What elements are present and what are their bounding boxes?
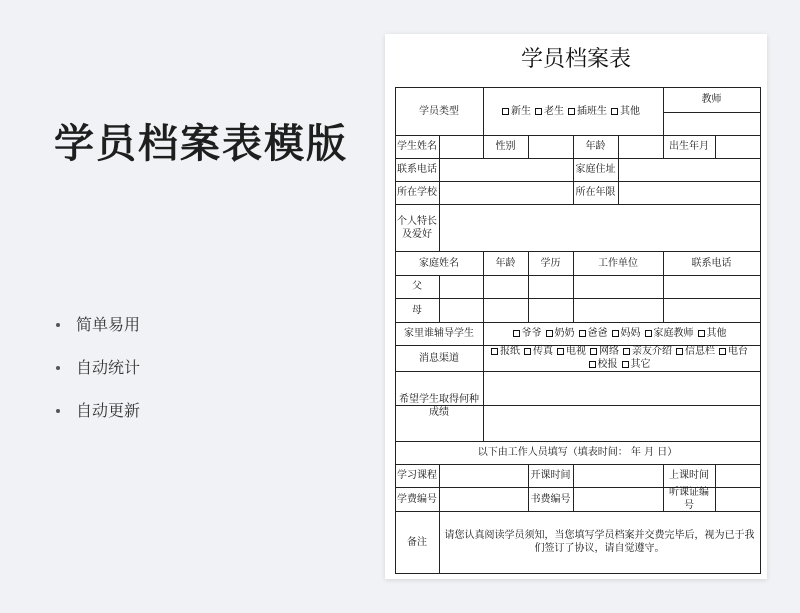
checkbox-icon[interactable] [698,330,705,337]
checkbox-option[interactable] [579,327,608,340]
table-rule [573,464,574,511]
feature-label: 简单易用 [76,315,141,334]
form-sheet [385,34,767,579]
student-type-label: 学员类型 [419,105,459,117]
checkbox-label: 其他 [706,328,727,339]
checkbox-option[interactable] [676,345,715,358]
family-age-header: 年龄 [495,257,516,269]
checkbox-option[interactable] [623,345,672,358]
name-label: 学生姓名 [397,141,437,152]
checkbox-option[interactable] [557,345,586,358]
checkbox-label: 爷爷 [521,328,542,339]
feature-label: 自动统计 [76,358,141,377]
checkbox-label: 传真 [533,346,553,357]
checkbox-icon[interactable] [535,108,542,115]
gender-label: 性别 [495,141,516,152]
checkbox-option[interactable] [491,345,520,358]
school-label: 所在学校 [397,187,437,198]
checkbox-option[interactable] [719,345,748,358]
checkbox-icon[interactable] [645,330,652,337]
table-rule [439,158,440,204]
table-rule [618,158,619,204]
checkbox-icon[interactable] [676,348,683,355]
class-time-label: 上课时间 [669,470,709,481]
checkbox-option[interactable] [524,345,553,358]
checkbox-icon[interactable] [557,348,564,355]
feature-item [56,312,140,355]
table-rule [439,135,440,158]
teacher-label: 教师 [701,94,722,105]
checkbox-icon[interactable] [546,330,553,337]
father-label: 父 [412,281,422,292]
checkbox-option[interactable] [513,327,542,340]
checkbox-icon[interactable] [719,348,726,355]
checkbox-option[interactable] [568,105,607,118]
table-rule [395,204,761,205]
checkbox-label: 爸爸 [587,328,608,339]
checkbox-label: 家庭教师 [653,328,694,339]
feature-list [56,312,140,441]
checkbox-label: 校报 [597,359,618,370]
checkbox-label: 电视 [566,346,586,357]
checkbox-label: 亲友介绍 [632,346,672,357]
checkbox-icon[interactable] [502,108,509,115]
table-rule [528,135,529,158]
bullet-dot-icon [56,409,60,413]
table-rule [715,135,716,158]
table-rule [760,87,761,573]
checkbox-option[interactable] [698,327,727,340]
checkbox-icon[interactable] [612,330,619,337]
checkbox-icon[interactable] [513,330,520,337]
checkbox-label: 报纸 [500,346,520,357]
checkbox-icon[interactable] [491,348,498,355]
checkbox-icon[interactable] [590,348,597,355]
checkbox-label: 其他 [620,105,640,117]
checkbox-icon[interactable] [623,348,630,355]
staff-note: 以下由工作人员填写（填表时间： 年 月 日） [477,447,678,458]
checkbox-option[interactable] [612,327,641,340]
table-rule [439,464,440,511]
fee-number-label: 学费编号 [397,493,437,505]
checkbox-option[interactable] [645,327,694,340]
checkbox-label: 老生 [544,105,564,117]
remark-label: 备注 [407,536,427,548]
checkbox-label: 奶奶 [554,328,575,339]
school-year-label: 所在年限 [575,187,616,198]
promo-title: 学员档案表模版 [54,121,348,167]
feature-label: 自动更新 [76,401,141,420]
start-time-label: 开课时间 [530,470,571,481]
checkbox-icon[interactable] [579,330,586,337]
checkbox-label: 电台 [728,346,748,357]
checkbox-icon[interactable] [524,348,531,355]
hobby-label: 个人特长及爱好 [397,215,437,240]
table-rule [395,573,761,574]
checkbox-option[interactable] [590,345,619,358]
table-rule [395,298,761,299]
bullet-dot-icon [56,366,60,370]
checkbox-label: 插班生 [577,105,607,117]
checkbox-icon[interactable] [611,108,618,115]
checkbox-icon[interactable] [568,108,575,115]
goal-label: 希望学生取得何种成绩 [399,394,479,418]
table-rule [395,275,761,276]
student-type-options [483,87,663,135]
book-fee-number-label: 书费编号 [530,493,571,505]
course-label: 学习课程 [397,470,437,481]
checkbox-label: 新生 [511,105,531,117]
checkbox-option[interactable] [622,358,651,371]
checkbox-option[interactable] [546,327,575,340]
table-rule [483,371,484,441]
tutor-options [483,322,760,345]
tutor-label: 家里谁辅导学生 [404,328,474,339]
checkbox-icon[interactable] [589,361,596,368]
feature-item [56,355,140,398]
checkbox-option[interactable] [502,105,531,118]
family-phone-header: 联系电话 [691,257,732,269]
checkbox-label: 其它 [630,359,651,370]
phone-label: 联系电话 [397,164,437,175]
age-label: 年龄 [585,141,606,152]
checkbox-option[interactable] [535,105,564,118]
table-rule [715,464,716,511]
checkbox-icon[interactable] [622,361,629,368]
form-title: 学员档案表 [520,47,631,72]
listen-card-number-label: 听课证编号 [669,487,709,511]
checkbox-option[interactable] [611,105,640,118]
table-rule [439,204,440,251]
feature-item [56,398,140,441]
mother-label: 母 [412,304,422,316]
checkbox-label: 妈妈 [620,328,641,339]
source-label: 消息渠道 [419,352,459,364]
table-rule [439,275,440,322]
source-options [483,345,760,371]
remark-text: 请您认真阅读学员须知，当您填写学员档案并交费完毕后，视为已于我们签订了协议，请自觉遵守。 [444,530,755,554]
family-education-header: 学历 [540,257,561,269]
table-rule [663,112,761,113]
family-name-header: 家庭姓名 [419,257,459,269]
bullet-dot-icon [56,323,60,327]
checkbox-label: 网络 [599,346,619,357]
family-workplace-header: 工作单位 [598,257,638,269]
checkbox-label: 信息栏 [685,346,715,357]
table-rule [618,135,619,158]
checkbox-option[interactable] [589,358,618,371]
address-label: 家庭住址 [575,164,616,175]
birth-label: 出生年月 [669,141,709,152]
